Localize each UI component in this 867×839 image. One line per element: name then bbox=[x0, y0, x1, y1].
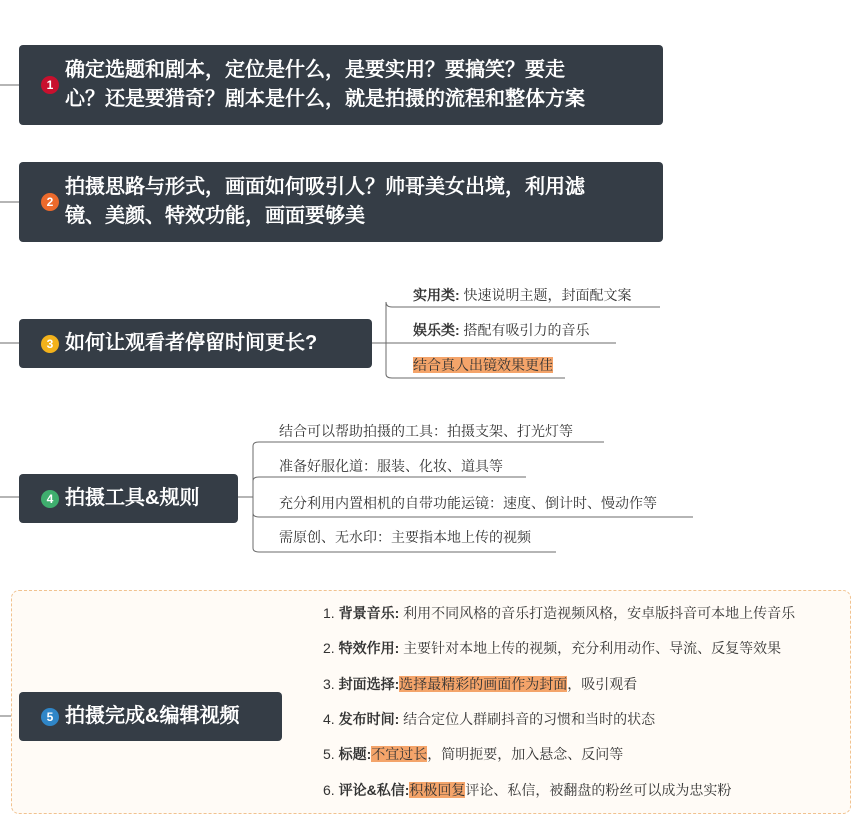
topic-3-badge: 3 bbox=[41, 335, 59, 353]
topic-4-leaf-original: 需原创、无水印：主要指本地上传的视频 bbox=[279, 529, 531, 545]
topic-5-leaf-effects: 2. 特效作用: 主要针对本地上传的视频，充分利用动作、导流、反复等效果 bbox=[323, 640, 782, 656]
topic-5-leaf-publish-time: 4. 发布时间: 结合定位人群刷抖音的习惯和当时的状态 bbox=[323, 711, 656, 727]
topic-5-leaf-cover: 3. 封面选择:选择最精彩的画面作为封面，吸引观看 bbox=[323, 676, 638, 692]
topic-3-node[interactable] bbox=[19, 319, 372, 368]
topic-5-node[interactable] bbox=[19, 692, 282, 741]
topic-1-text: 确定选题和剧本，定位是什么，是要实用？要搞笑？要走 心？还是要猎奇？剧本是什么，就是拍摄的流程和整体方案 bbox=[65, 59, 585, 110]
topic-3-leaf-practical: 实用类: 快速说明主题，封面配文案 bbox=[413, 287, 632, 303]
topic-4-text: 拍摄工具&规则 bbox=[65, 487, 200, 509]
topic-5-badge: 5 bbox=[41, 708, 59, 726]
topic-2-text: 拍摄思路与形式，画面如何吸引人？帅哥美女出境，利用滤 镜、美颜、特效功能，画面要够美 bbox=[65, 176, 585, 227]
topic-5-leaf-title: 5. 标题:不宜过长，简明扼要，加入悬念、反问等 bbox=[323, 746, 624, 762]
topic-1-node[interactable] bbox=[19, 45, 663, 125]
topic-3-leaf-real-person: 结合真人出镜效果更佳 bbox=[413, 357, 553, 373]
topic-2-node[interactable] bbox=[19, 162, 663, 242]
topic-5-leaf-music: 1. 背景音乐: 利用不同风格的音乐打造视频风格，安卓版抖音可本地上传音乐 bbox=[323, 605, 796, 621]
topic-5-text: 拍摄完成&编辑视频 bbox=[65, 705, 240, 727]
topic-4-badge: 4 bbox=[41, 490, 59, 508]
topic-1-badge: 1 bbox=[41, 76, 59, 94]
topic-3-leaf-entertainment: 娱乐类: 搭配有吸引力的音乐 bbox=[413, 322, 590, 338]
topic-4-leaf-camera: 充分利用内置相机的自带功能运镜：速度、倒计时、慢动作等 bbox=[279, 495, 657, 511]
topic-4-leaf-costume: 准备好服化道：服装、化妆、道具等 bbox=[279, 458, 503, 474]
topic-4-node[interactable] bbox=[19, 474, 238, 523]
topic-3-text: 如何让观看者停留时间更长? bbox=[65, 332, 318, 354]
topic-4-leaf-tools: 结合可以帮助拍摄的工具：拍摄支架、打光灯等 bbox=[279, 423, 573, 439]
topic-5-leaf-comments: 6. 评论&私信:积极回复评论、私信，被翻盘的粉丝可以成为忠实粉 bbox=[323, 782, 732, 798]
topic-2-badge: 2 bbox=[41, 193, 59, 211]
